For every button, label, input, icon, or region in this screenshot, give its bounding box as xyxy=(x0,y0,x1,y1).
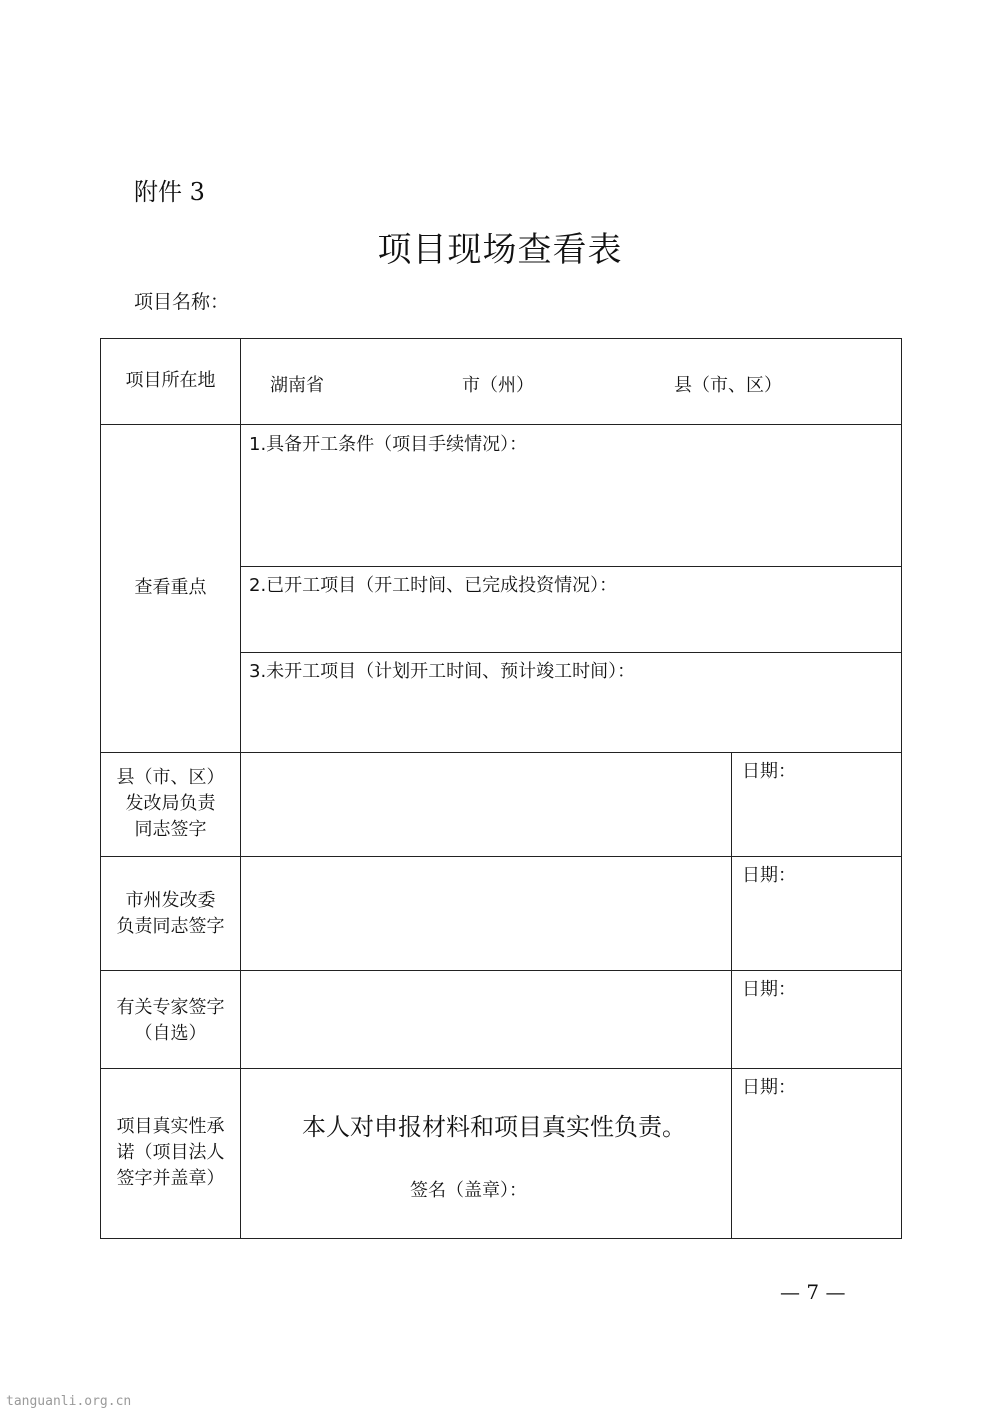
signature-label: 签名（盖章）： xyxy=(410,1180,527,1201)
watermark: tanguanli.org.cn xyxy=(6,1394,132,1409)
focus-label: 查看重点 xyxy=(134,577,207,598)
pledge-statement: 本人对申报材料和项目真实性负责。 xyxy=(302,1113,686,1141)
expert-sign-date: 日期： xyxy=(742,979,796,1000)
city-sign-label-line1: 市州发改委 xyxy=(125,890,216,911)
county-sign-label-line2: 发改局负责 xyxy=(125,793,216,814)
table-border-bottom xyxy=(100,1238,902,1239)
county-sign-label-line1: 县（市、区） xyxy=(116,767,225,788)
row-separator xyxy=(100,424,902,425)
city-sign-date: 日期： xyxy=(742,865,796,886)
sub-row-separator xyxy=(240,652,902,653)
focus-item-2: 2.已开工项目（开工时间、已完成投资情况）： xyxy=(249,575,618,596)
city-text: 市（州） xyxy=(462,375,534,396)
label-column-divider xyxy=(240,338,241,1239)
table-border-right xyxy=(901,338,902,1239)
page-number: — 7 — xyxy=(780,1280,846,1304)
province-text: 湖南省 xyxy=(270,375,324,396)
row-separator xyxy=(100,1068,902,1069)
county-text: 县（市、区） xyxy=(674,375,782,396)
expert-sign-label xyxy=(101,995,240,1047)
table-border-top xyxy=(100,338,902,339)
pledge-label-line2: 诺（项目法人 xyxy=(116,1142,225,1163)
attachment-label: 附件 3 xyxy=(134,178,205,206)
city-sign-label-line2: 负责同志签字 xyxy=(116,916,225,937)
row-separator xyxy=(100,752,902,753)
pledge-label-line3: 签字并盖章） xyxy=(116,1168,225,1189)
focus-item-3: 3.未开工项目（计划开工时间、预计竣工时间）： xyxy=(249,661,636,682)
pledge-date: 日期： xyxy=(742,1077,796,1098)
focus-item-1: 1.具备开工条件（项目手续情况）： xyxy=(249,434,528,455)
pledge-label-line1: 项目真实性承 xyxy=(116,1116,225,1137)
county-sign-date: 日期： xyxy=(742,761,796,782)
location-label: 项目所在地 xyxy=(125,370,216,391)
sub-row-separator xyxy=(240,566,902,567)
row-separator xyxy=(100,856,902,857)
row-separator xyxy=(100,970,902,971)
form-title: 项目现场查看表 xyxy=(377,230,623,270)
expert-sign-label-line2: （自选） xyxy=(134,1023,207,1044)
city-sign-label xyxy=(101,888,240,940)
county-sign-label xyxy=(101,765,240,843)
pledge-label xyxy=(101,1114,240,1192)
project-name-label: 项目名称： xyxy=(134,291,230,313)
date-column-divider xyxy=(731,752,732,1239)
county-sign-label-line3: 同志签字 xyxy=(134,819,207,840)
expert-sign-label-line1: 有关专家签字 xyxy=(116,997,225,1018)
